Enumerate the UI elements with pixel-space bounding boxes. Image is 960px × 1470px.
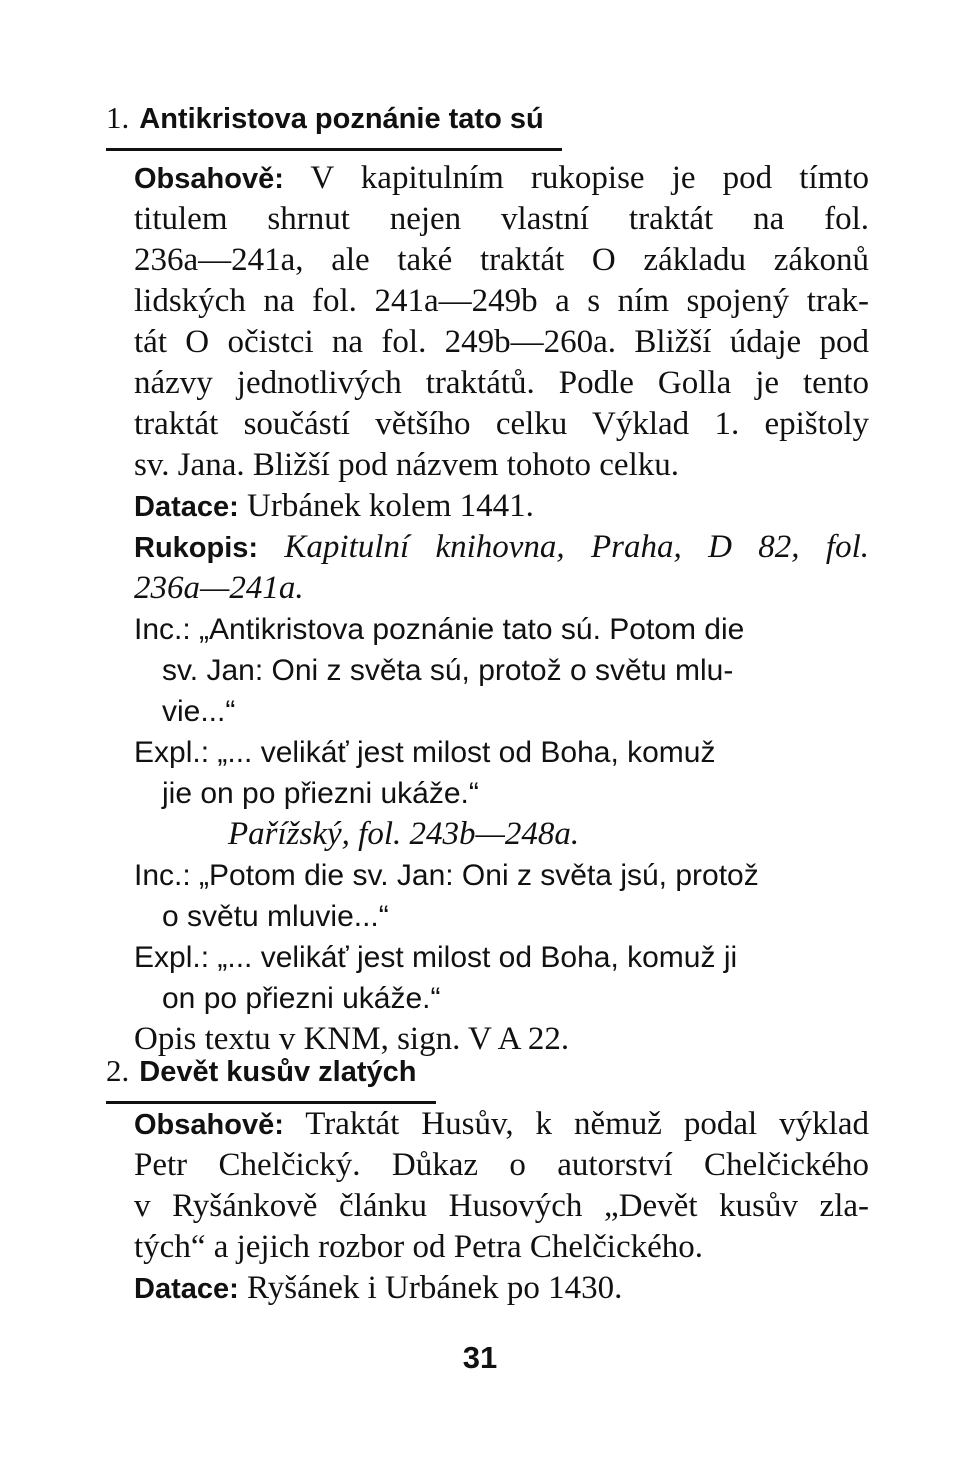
section-heading-1 xyxy=(106,100,544,136)
obsahove-line: názvy jednotlivých traktátů. Podle Golla je tento xyxy=(134,365,869,401)
section-title: Antikristova poznánie tato sú xyxy=(139,103,544,135)
section-1-body xyxy=(134,158,869,1060)
obsahove-line: lidských na fol. 241a—249b a s ním spojený trak- xyxy=(134,283,869,319)
obsahove-line: sv. Jana. Bližší pod názvem tohoto celku. xyxy=(134,447,679,483)
obsahove-line: tých“ a jejich rozbor od Petra Chelčického. xyxy=(134,1229,704,1265)
datace-text: Ryšánek i Urbánek po 1430. xyxy=(247,1270,623,1306)
section-2-body xyxy=(134,1104,869,1309)
obsahove-line: Obsahově: V kapitulním rukopise je pod tímto xyxy=(134,160,869,196)
datace-label: Datace: xyxy=(134,1273,239,1305)
obsahove-line: Obsahově: Traktát Husův, k němuž podal výklad xyxy=(134,1106,869,1142)
inc-line: vie...“ xyxy=(162,695,236,728)
datace-line xyxy=(134,486,869,527)
obsahove-label: Obsahově: xyxy=(134,1109,284,1141)
section-heading-2 xyxy=(106,1053,416,1089)
section-title: Devět kusův zlatých xyxy=(139,1056,417,1088)
section-number: 1. xyxy=(106,100,130,135)
expl-label: Expl.: xyxy=(134,941,210,974)
page-number: 31 xyxy=(462,1340,498,1375)
rukopis-text: Kapitulní knihovna, Praha, D 82, fol. xyxy=(284,529,869,565)
obsahove-line: traktát součástí většího celku Výklad 1. epištoly xyxy=(134,406,869,442)
obsahove-line: tát O očistci na fol. 249b—260a. Bližší údaje pod xyxy=(134,324,869,360)
obsahove-line: Petr Chelčický. Důkaz o autorství Chelčického xyxy=(134,1147,869,1183)
obsahove-line: titulem shrnut nejen vlastní traktát na fol. xyxy=(134,201,869,237)
inc-line: sv. Jan: Oni z světa sú, protož o světu mlu- xyxy=(162,654,734,687)
expl-line: on po přiezni ukáže.“ xyxy=(162,982,441,1015)
expl-line: jie on po přiezni ukáže.“ xyxy=(162,777,479,810)
inc-label: Inc.: xyxy=(134,613,191,646)
source-line: Pařížský, fol. 243b—248a. xyxy=(228,816,580,852)
obsahove-line: 236a—241a, ale také traktát O základu zákonů xyxy=(134,242,869,278)
obsahove-label: Obsahově: xyxy=(134,163,284,195)
rukopis-line xyxy=(134,527,869,568)
expl-label: Expl.: xyxy=(134,736,210,769)
section-number: 2. xyxy=(106,1053,130,1088)
inc-line: Inc.: „Potom die sv. Jan: Oni z světa jsú, protož xyxy=(134,859,759,892)
rukopis-line: 236a—241a. xyxy=(134,570,304,606)
datace-label: Datace: xyxy=(134,491,239,523)
expl-line: Expl.: „... velikáť jest milost od Boha, komuž xyxy=(134,736,716,769)
note-line: Opis textu v KNM, sign. V A 22. xyxy=(134,1021,570,1057)
obsahove-line: v Ryšánkově článku Husových „Devět kusův zla- xyxy=(134,1188,869,1224)
rukopis-label: Rukopis: xyxy=(134,532,259,564)
inc-label: Inc.: xyxy=(134,859,191,892)
datace-line xyxy=(134,1268,869,1309)
datace-text: Urbánek kolem 1441. xyxy=(247,488,534,524)
heading-underline xyxy=(106,148,562,151)
expl-line: Expl.: „... velikáť jest milost od Boha, komuž ji xyxy=(134,941,738,974)
inc-line: o světu mluvie...“ xyxy=(162,900,389,933)
inc-line: Inc.: „Antikristova poznánie tato sú. Potom die xyxy=(134,613,745,646)
